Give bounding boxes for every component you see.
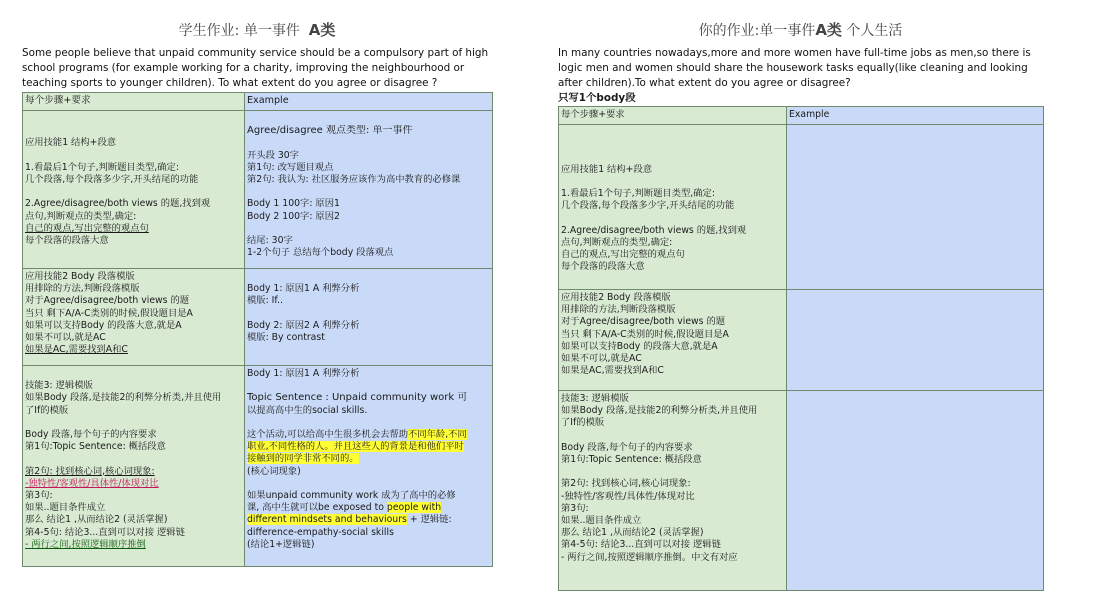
- example-cell-empty[interactable]: [787, 290, 1044, 391]
- step-cell-skill-2: 应用技能2 Body 段落模版 用排除的方法,判断段落模版 对于Agree/disagree/both views 的题 当只 剩下A/A-C类别的时候,假设题目是A 如果可以支持Body 的段落大意,就是A 如果不可以,就是AC 如果是AC,需要找到A和C: [559, 290, 787, 391]
- example-paragraph: 这个活动,可以给高中生很多机会去帮助不同年龄,不同: [247, 428, 467, 440]
- example-cell-empty[interactable]: [787, 391, 1044, 591]
- example-cell-empty[interactable]: [787, 125, 1044, 290]
- header-example: Example: [787, 107, 1044, 125]
- your-homework-panel: [558, 0, 1043, 591]
- header-steps: 每个步骤+要求: [559, 107, 787, 125]
- example-cell-skill-1: Agree/disagree 观点类型: 单一事件 开头段 30字 第1句: 改写题目观点 第2句: 我认为: 社区服务应该作为高中教育的必修课 Body 1 100字: 原因1 Body 2 100字: 原因2 结尾: 30字 1-2个句子 总结每个body 段落观点: [245, 111, 493, 269]
- table-row: [23, 366, 493, 567]
- header-example: Example: [245, 93, 493, 111]
- student-homework-title: 学生作业: 单一事件 A类: [178, 21, 336, 39]
- table-row: [23, 111, 493, 269]
- step-cell-skill-1: 应用技能1 结构+段意 1.看最后1个句子,判断题目类型,确定: 几个段落,每个段落多少字,开头结尾的功能 2.Agree/disagree/both views 的题,找到观 点句,判断观点的类型,确定: 自己的观点,写出完整的观点句 每个段落的段落大意: [559, 125, 787, 290]
- student-homework-panel: [22, 0, 492, 567]
- essay-prompt: In many countries nowadays,more and more women have full-time jobs as men,so there is logic men and women should share the housework tasks equally(like cleaning and looking after children).To what extent do you agree or disagree?: [558, 47, 1031, 89]
- table-header-row: [23, 93, 493, 111]
- essay-prompt: Some people believe that unpaid community service should be a compulsory part of high school programs (for example working for a charity, improving the neighbourhood or teaching sports to younger children). To what extent do you agree or disagree ?: [22, 47, 489, 89]
- steps-table: [558, 106, 1044, 591]
- step-cell-skill-1: 应用技能1 结构+段意 1.看最后1个句子,判断题目类型,确定: 几个段落,每个段落多少字,开头结尾的功能 2.Agree/disagree/both views 的题,找到观 点句,判断观点的类型,确定: 自己的观点,写出完整的观点句 每个段落的段落大意: [23, 111, 245, 269]
- step-cell-skill-2: 应用技能2 Body 段落模版 用排除的方法,判断段落模版 对于Agree/disagree/both views 的题 当只 剩下A/A-C类别的时候,假设题目是A 如果可以支持Body 的段落大意,就是A 如果不可以,就是AC 如果是AC,需要找到A和C: [23, 269, 245, 366]
- example-cell-skill-2: Body 1: 原因1 A 利弊分析 模版: If.. Body 2: 原因2 A 利弊分析 模版: By contrast: [245, 269, 493, 366]
- table-row: [23, 269, 493, 366]
- table-row: [559, 391, 1044, 591]
- assignment-note: 只写1个body段: [558, 92, 636, 104]
- header-steps: 每个步骤+要求: [23, 93, 245, 111]
- table-row: [559, 125, 1044, 290]
- table-row: [559, 290, 1044, 391]
- your-homework-title: 你的作业:单一事件A类 个人生活: [698, 21, 903, 39]
- example-cell-skill-3: Body 1: 原因1 A 利弊分析 Topic Sentence : Unpaid community work 可 以提高高中生的social skills. 这个活动,可以给高中生很多机会去帮助不同年龄,不同 职业,不同性格的人。并且这些人的背景是和他们平时 接触到的同学非常不同的。 (核心词现象) 如果unpaid community work 成为了高中的必修 课, 高中生就可以be exposed to people with different mindsets and behaviours + 逻辑链: difference-empathy-social skills (结论1+逻辑链): [245, 366, 493, 567]
- table-header-row: [559, 107, 1044, 125]
- step-cell-skill-3: 技能3: 逻辑模版 如果Body 段落,是技能2的利弊分析类,并且使用 了If的模版 Body 段落,每个句子的内容要求 第1句:Topic Sentence: 概括段意 第2句: 找到核心词,核心词现象: -独特性/客观性/具体性/体现对比 第3句: 如果..题目条件成立 那么 结论1 ,从而结论2 (灵活掌握) 第4-5句: 结论3...直到可以对接 逻辑链 - 两行之间,按照逻辑顺序推倒。中文有对应: [559, 391, 787, 591]
- step-cell-skill-3: 技能3: 逻辑模版 如果Body 段落,是技能2的利弊分析类,并且使用 了If的模版 Body 段落,每个句子的内容要求 第1句:Topic Sentence: 概括段意 第2句: 找到核心词,核心词现象: -独特性/客观性/具体性/体现对比 第3句: 如果..题目条件成立 那么 结论1 ,从而结论2 (灵活掌握) 第4-5句: 结论3...直到可以对接 逻辑链 - 两行之间,按照逻辑顺序推倒: [23, 366, 245, 567]
- steps-table: [22, 92, 493, 567]
